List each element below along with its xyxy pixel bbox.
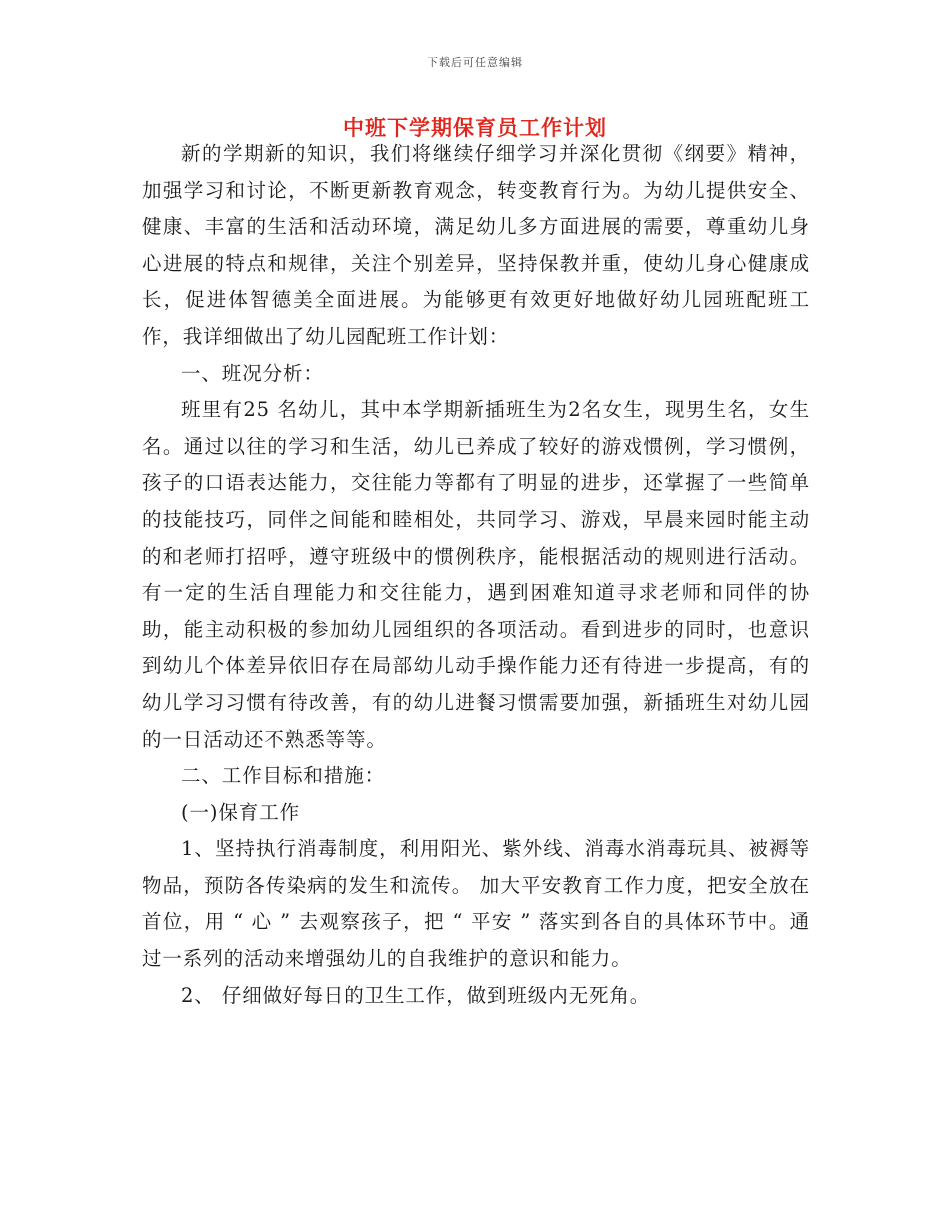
document-body xyxy=(142,136,810,1014)
header-note: 下载后可任意编辑 xyxy=(427,56,523,69)
section-heading-class-analysis: 一、班况分析： xyxy=(181,361,324,385)
subsection-heading-care-work: (一)保育工作 xyxy=(181,800,301,824)
section-heading-goals: 二、工作目标和措施： xyxy=(181,764,386,788)
intro-paragraph: 新的学期新的知识，我们将继续仔细学习并深化贯彻《纲要》精神，加强学习和讨论，不断更新教育观念，转变教育行为。为幼儿提供安全、健康、丰富的生活和活动环境，满足幼儿多方面进展的需要，尊重幼儿身心进展的特点和规律，关注个别差异，坚持保教并重，使幼儿身心健康成长，促进体智德美全面进展。为能够更有效更好地做好幼儿园班配班工作，我详细做出了幼儿园配班工作计划： xyxy=(142,142,810,348)
care-item-1: 1、坚持执行消毒制度，利用阳光、紫外线、消毒水消毒玩具、被褥等物品，预防各传染病的发生和流传。 加大平安教育工作力度，把安全放在首位，用 “ 心 ” 去观察孩子，把 “ 平安 ” 落实到各自的具体环节中。通过一系列的活动来增强幼儿的自我维护的意识和能力。 xyxy=(142,837,810,971)
care-item-2: 2、 仔细做好每日的卫生工作，做到班级内无死角。 xyxy=(181,983,651,1007)
class-analysis-paragraph: 班里有25 名幼儿，其中本学期新插班生为2名女生，现男生名，女生 名。通过以往的学习和生活，幼儿已养成了较好的游戏惯例，学习惯例，孩子的口语表达能力，交往能力等都有了明显的进步，还掌握了一些简单的技能技巧，同伴之间能和睦相处，共同学习、游戏，早晨来园时能主动的和老师打招呼，遵守班级中的惯例秩序，能根据活动的规则进行活动。有一定的生活自理能力和交往能力，遇到困难知道寻求老师和同伴的协助，能主动积极的参加幼儿园组织的各项活动。看到进步的同时，也意识到幼儿个体差异依旧存在局部幼儿动手操作能力还有待进一步提高，有的幼儿学习习惯有待改善，有的幼儿进餐习惯需要加强，新插班生对幼儿园的一日活动还不熟悉等等。 xyxy=(142,398,810,751)
document-title: 中班下学期保育员工作计划 xyxy=(343,116,607,140)
